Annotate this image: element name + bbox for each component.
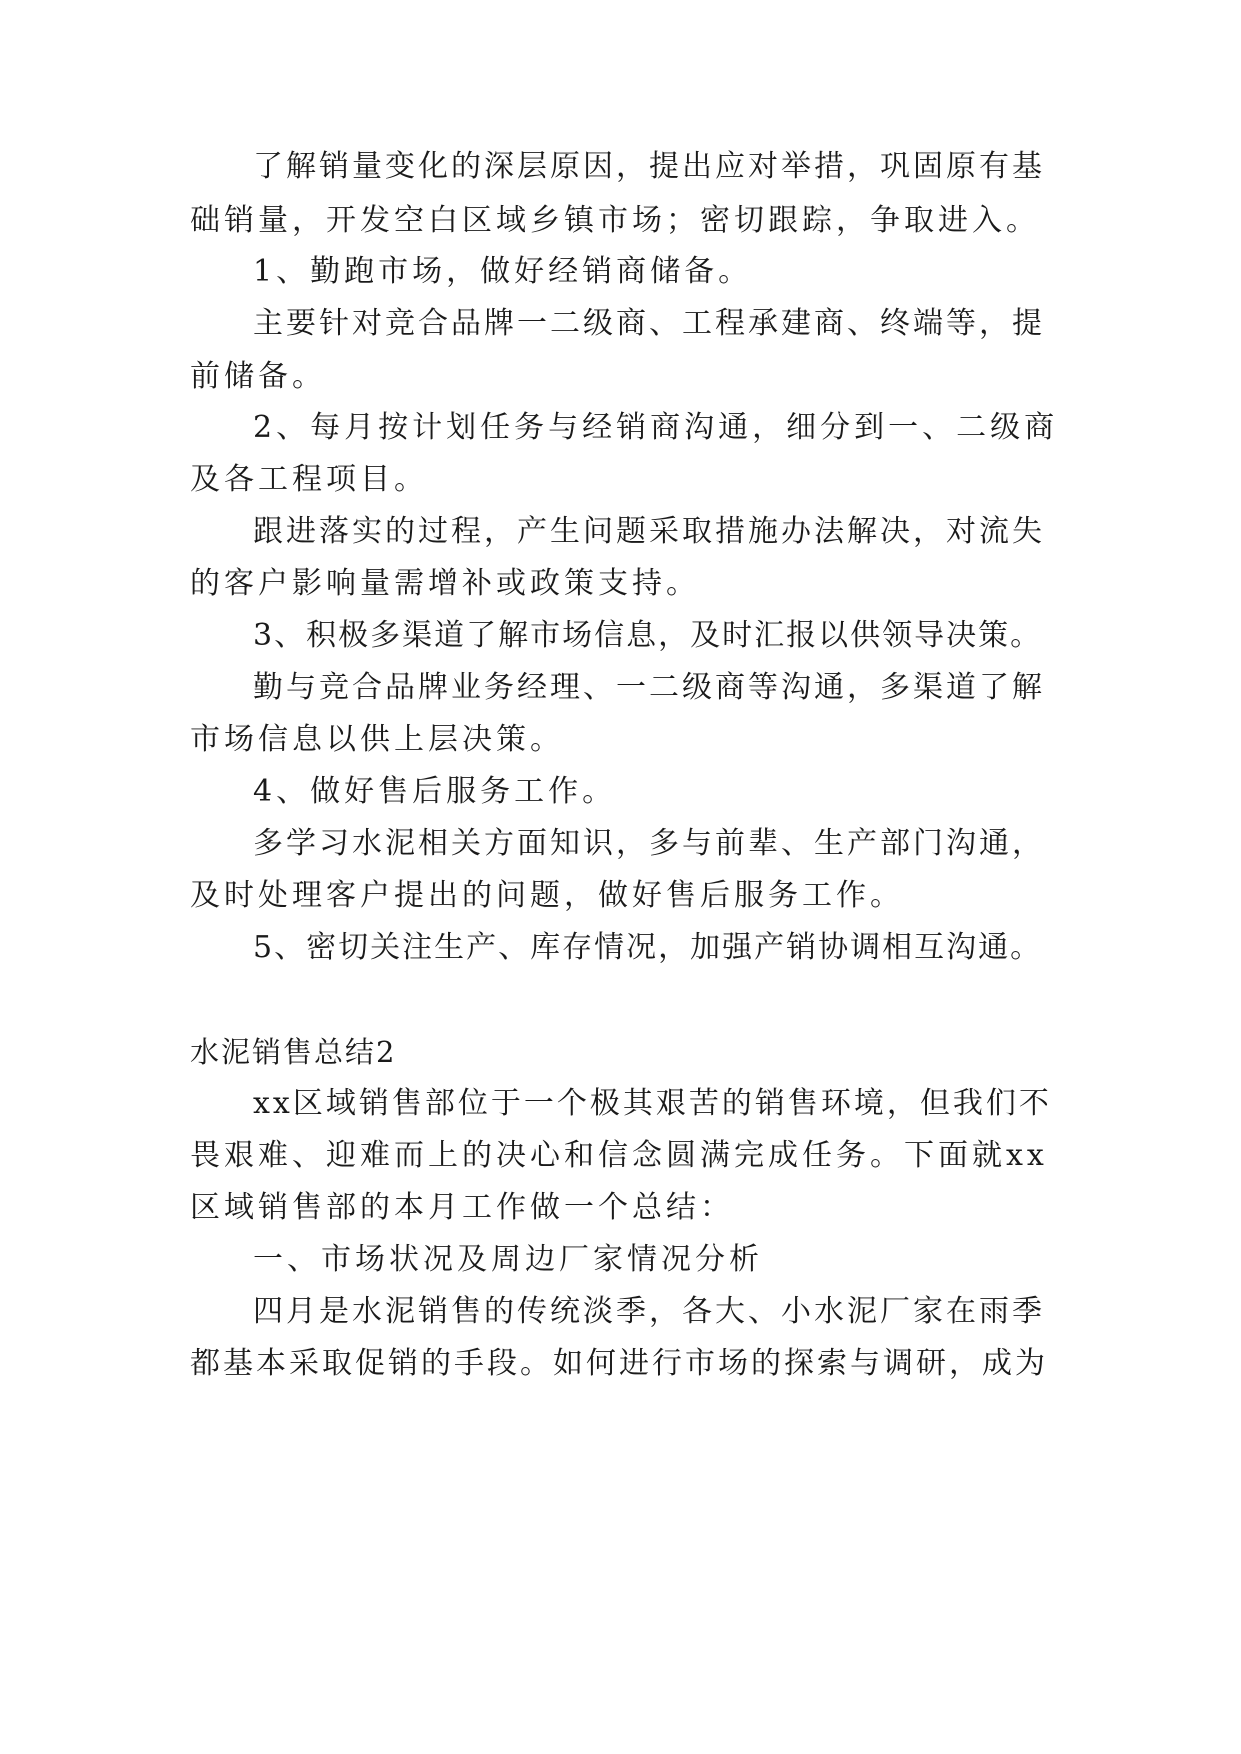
paragraph-line: 都基本采取促销的手段。如何进行市场的探索与调研，成为 [190, 1346, 1048, 1381]
paragraph-line: 了解销量变化的深层原因，提出应对举措，巩固原有基 [253, 149, 1045, 184]
list-item-title: 4、做好售后服务工作。 [253, 774, 617, 809]
subsection-title: 一、市场状况及周边厂家情况分析 [253, 1242, 763, 1277]
list-item-title: 5、密切关注生产、库存情况，加强产销协调相互沟通。 [253, 930, 1043, 965]
list-item-title: 3、积极多渠道了解市场信息，及时汇报以供领导决策。 [253, 618, 1043, 653]
section-heading: 水泥销售总结2 [190, 1035, 397, 1069]
list-item-title: 1、勤跑市场，做好经销商储备。 [253, 254, 753, 289]
paragraph-line: 多学习水泥相关方面知识，多与前辈、生产部门沟通， [253, 826, 1045, 861]
paragraph-line: 的客户影响量需增补或政策支持。 [190, 566, 700, 601]
paragraph-line: 跟进落实的过程，产生问题采取措施办法解决，对流失 [253, 514, 1045, 549]
paragraph-line: 市场信息以供上层决策。 [190, 722, 564, 757]
paragraph-line: 勤与竞合品牌业务经理、一二级商等沟通，多渠道了解 [253, 670, 1045, 705]
paragraph-line: 及时处理客户提出的问题，做好售后服务工作。 [190, 878, 904, 913]
paragraph-line: 区域销售部的本月工作做一个总结： [190, 1190, 734, 1225]
paragraph-line: 前储备。 [190, 359, 326, 394]
paragraph-line: 四月是水泥销售的传统淡季，各大、小水泥厂家在雨季 [253, 1294, 1045, 1329]
paragraph-line: xx区域销售部位于一个极其艰苦的销售环境，但我们不 [253, 1086, 1052, 1121]
paragraph-line: 畏艰难、迎难而上的决心和信念圆满完成任务。下面就xx [190, 1138, 1048, 1173]
paragraph-line: 础销量，开发空白区域乡镇市场；密切跟踪，争取进入。 [190, 203, 1040, 238]
paragraph-line: 主要针对竞合品牌一二级商、工程承建商、终端等，提 [253, 306, 1045, 341]
list-item-title: 及各工程项目。 [190, 462, 428, 497]
list-item-title: 2、每月按计划任务与经销商沟通，细分到一、二级商 [253, 410, 1059, 445]
